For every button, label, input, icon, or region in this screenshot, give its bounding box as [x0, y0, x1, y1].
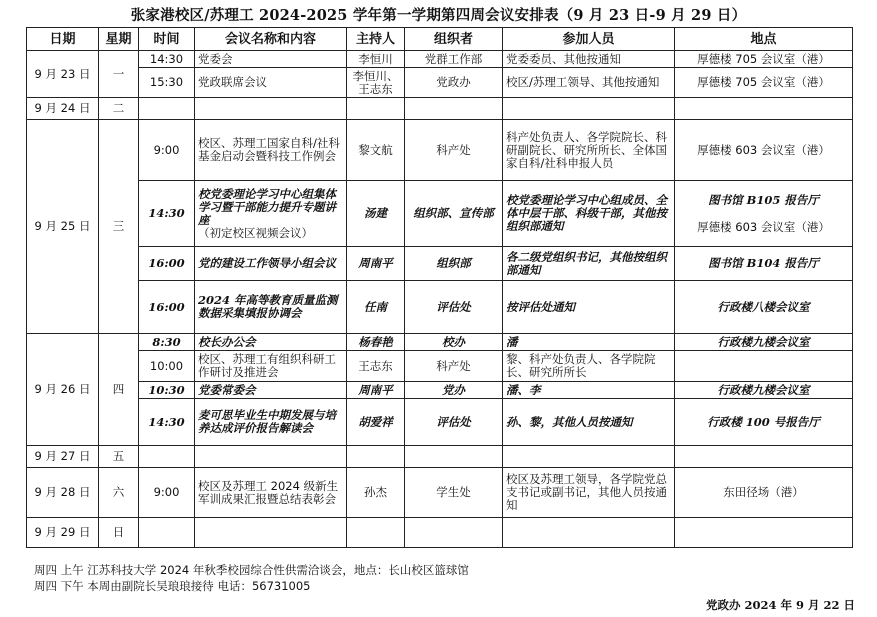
table-row: [27, 120, 853, 181]
table-row: [27, 399, 853, 446]
attendees-cell: 潘: [503, 334, 675, 351]
attendees-cell: 孙、黎，其他人员按通知: [503, 399, 675, 446]
time-cell: 9:00: [139, 468, 195, 518]
time-cell: 14:30: [139, 51, 195, 68]
time-cell: 14:30: [139, 181, 195, 247]
meeting-cell: 党政联席会议: [195, 68, 347, 98]
table-row: [27, 98, 853, 120]
location-cell: 行政楼九楼会议室: [675, 382, 853, 399]
host-cell: 任南: [347, 281, 405, 334]
time-cell: 10:30: [139, 382, 195, 399]
host-cell: 李恒川: [347, 51, 405, 68]
footer-note-2: 周四 下午 本周由副院长吴琅琅接待 电话：56731005: [34, 579, 311, 593]
meeting-cell: 党委会: [195, 51, 347, 68]
location-cell: 厚德楼 603 会议室（港）: [675, 120, 853, 181]
date-cell: 9 月 29 日: [27, 518, 99, 548]
weekday-cell: 二: [99, 98, 139, 120]
location-cell: 厚德楼 705 会议室（港）: [675, 51, 853, 68]
table-row: [27, 468, 853, 518]
time-cell: 14:30: [139, 399, 195, 446]
location-cell: 行政楼八楼会议室: [675, 281, 853, 334]
host-cell: 周南平: [347, 382, 405, 399]
meeting-cell: 校区、苏理工国家自科/社科基金启动会暨科技工作例会: [195, 120, 347, 181]
host-cell: 汤建: [347, 181, 405, 247]
meeting-cell: 党委常委会: [195, 382, 347, 399]
weekday-cell: 日: [99, 518, 139, 548]
header-organizer: 组织者: [405, 28, 503, 51]
organizer-cell: 党办: [405, 382, 503, 399]
attendees-cell: 校区及苏理工领导，各学院党总支书记或副书记，其他人员按通知: [503, 468, 675, 518]
location-cell: 行政楼 100 号报告厅: [675, 399, 853, 446]
organizer-cell: 科产处: [405, 120, 503, 181]
attendees-cell: 党委委员、其他按通知: [503, 51, 675, 68]
time-cell: 16:00: [139, 281, 195, 334]
footer-note-1: 周四 上午 江苏科技大学 2024 年秋季校园综合性供需洽谈会，地点：长山校区篮球馆: [34, 563, 469, 577]
date-cell: 9 月 27 日: [27, 446, 99, 468]
time-cell: 15:30: [139, 68, 195, 98]
location-cell: 行政楼九楼会议室: [675, 334, 853, 351]
organizer-cell: 组织部: [405, 247, 503, 281]
date-cell: 9 月 24 日: [27, 98, 99, 120]
table-header-row: [27, 28, 853, 51]
time-cell: 8:30: [139, 334, 195, 351]
date-cell: 9 月 23 日: [27, 51, 99, 98]
page-title: 张家港校区/苏理工 2024-2025 学年第一学期第四周会议安排表（9 月 23 日-9 月 29 日）: [130, 7, 747, 24]
table-row: [27, 334, 853, 351]
time-cell: 16:00: [139, 247, 195, 281]
weekday-cell: 五: [99, 446, 139, 468]
schedule-table: [26, 27, 853, 548]
host-cell: 王志东: [347, 351, 405, 382]
meeting-cell: 麦可思毕业生中期发展与培养达成评价报告解读会: [195, 399, 347, 446]
issuer-stamp: 党政办 2024 年 9 月 22 日: [705, 598, 855, 612]
host-cell: 黎文航: [347, 120, 405, 181]
table-row: [27, 181, 853, 247]
attendees-cell: 科产处负责人、各学院院长、科研副院长、研究所所长、全体国家自科/社科申报人员: [503, 120, 675, 181]
host-cell: 周南平: [347, 247, 405, 281]
header-weekday: 星期: [99, 28, 139, 51]
meeting-cell: 校区、苏理工有组织科研工作研讨及推进会: [195, 351, 347, 382]
attendees-cell: 校区/苏理工领导、其他按通知: [503, 68, 675, 98]
table-row: [27, 518, 853, 548]
table-row: [27, 68, 853, 98]
table-row: [27, 351, 853, 382]
header-location: 地点: [675, 28, 853, 51]
weekday-cell: 一: [99, 51, 139, 98]
organizer-cell: 党政办: [405, 68, 503, 98]
table-row: [27, 281, 853, 334]
meeting-cell: 校长办公会: [195, 334, 347, 351]
attendees-cell: 黎、科产处负责人、各学院院长、研究所所长: [503, 351, 675, 382]
meeting-cell: 党的建设工作领导小组会议: [195, 247, 347, 281]
organizer-cell: 组织部、宣传部: [405, 181, 503, 247]
location-cell: [675, 351, 853, 382]
attendees-cell: 各二级党组织书记，其他按组织部通知: [503, 247, 675, 281]
time-cell: 9:00: [139, 120, 195, 181]
date-cell: 9 月 28 日: [27, 468, 99, 518]
organizer-cell: 科产处: [405, 351, 503, 382]
time-cell: 10:00: [139, 351, 195, 382]
header-attendees: 参加人员: [503, 28, 675, 51]
header-time: 时间: [139, 28, 195, 51]
attendees-cell: 按评估处通知: [503, 281, 675, 334]
table-row: [27, 51, 853, 68]
location-cell: 厚德楼 705 会议室（港）: [675, 68, 853, 98]
meeting-cell: 校区及苏理工 2024 级新生军训成果汇报暨总结表彰会: [195, 468, 347, 518]
header-host: 主持人: [347, 28, 405, 51]
date-cell: 9 月 26 日: [27, 334, 99, 446]
location-cell: 东田径场（港）: [675, 468, 853, 518]
host-cell: 杨春艳: [347, 334, 405, 351]
location-secondary: 厚德楼 603 会议室（港）: [697, 219, 830, 234]
attendees-cell: 潘、李: [503, 382, 675, 399]
organizer-cell: 党群工作部: [405, 51, 503, 68]
weekday-cell: 四: [99, 334, 139, 446]
organizer-cell: 评估处: [405, 399, 503, 446]
header-meeting: 会议名称和内容: [195, 28, 347, 51]
header-date: 日期: [27, 28, 99, 51]
meeting-title: 校党委理论学习中心组集体学习暨干部能力提升专题讲座: [198, 186, 336, 227]
meeting-note: （初定校区视频会议）: [198, 225, 313, 240]
table-row: [27, 382, 853, 399]
date-cell: 9 月 25 日: [27, 120, 99, 334]
organizer-cell: 学生处: [405, 468, 503, 518]
meeting-cell: 2024 年高等教育质量监测数据采集填报协调会: [195, 281, 347, 334]
organizer-cell: 校办: [405, 334, 503, 351]
meeting-cell: [195, 181, 347, 247]
table-row: [27, 247, 853, 281]
weekday-cell: 三: [99, 120, 139, 334]
table-row: [27, 446, 853, 468]
weekday-cell: 六: [99, 468, 139, 518]
location-primary: 图书馆 B105 报告厅: [708, 192, 819, 207]
organizer-cell: 评估处: [405, 281, 503, 334]
host-cell: 李恒川、王志东: [347, 68, 405, 98]
location-cell: [675, 181, 853, 247]
attendees-cell: 校党委理论学习中心组成员、全体中层干部、科级干部，其他按组织部通知: [503, 181, 675, 247]
host-cell: 胡爱祥: [347, 399, 405, 446]
location-cell: 图书馆 B104 报告厅: [675, 247, 853, 281]
host-cell: 孙杰: [347, 468, 405, 518]
